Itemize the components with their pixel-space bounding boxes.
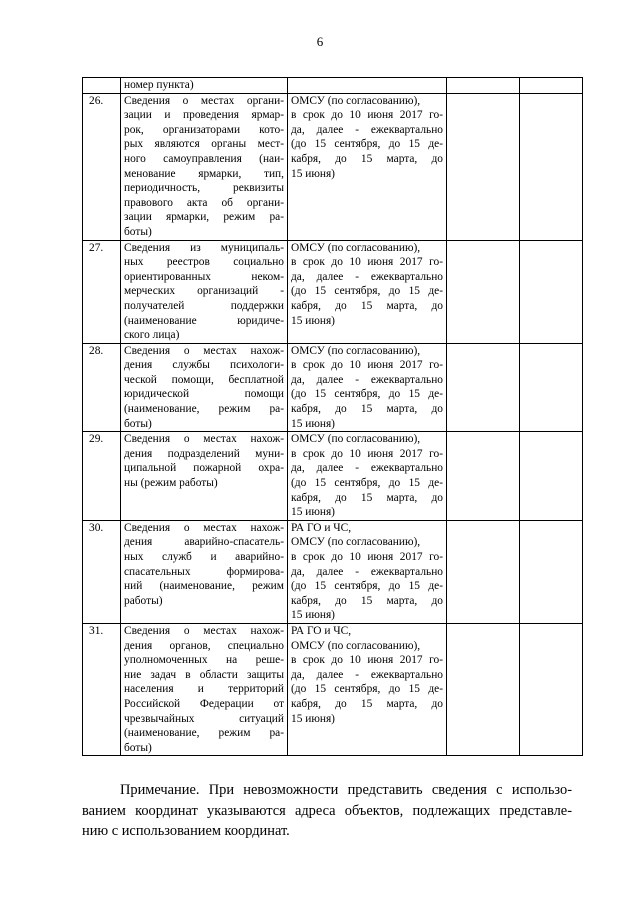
- row-number-cell: 27.: [83, 240, 121, 343]
- description-cell: [121, 93, 288, 240]
- responsible-line: в срок до 10 июня 2017 го-: [291, 551, 443, 563]
- footnote-paragraph: [82, 780, 572, 842]
- responsible-line: (до 15 сентября, до 15 де-: [291, 285, 443, 298]
- description-line: ны (режим работы): [124, 477, 218, 490]
- responsible-line: ОМСУ (по согласованию),: [291, 344, 421, 357]
- footnote-line: нию с использованием координат.: [82, 823, 290, 839]
- description-line: дения органов, специально: [124, 639, 284, 652]
- description-line: Российской Федерации от: [124, 697, 284, 710]
- description-line: юридической помощи: [124, 388, 284, 401]
- description-cell: [121, 343, 288, 432]
- description-line: ческой помощи, бесплатной: [124, 373, 284, 386]
- responsible-cell: [288, 93, 447, 240]
- description-line: менование ярмарки, тип,: [124, 167, 284, 180]
- description-line: периодичность, реквизиты: [124, 182, 284, 195]
- description-line: рок, организаторами кото-: [124, 123, 284, 136]
- description-line: ного самоуправления (наи-: [124, 152, 284, 165]
- responsible-cell: [288, 78, 447, 94]
- empty-cell: [520, 343, 583, 432]
- row-number-cell: 29.: [83, 432, 121, 521]
- responsible-line: (до 15 сентября, до 15 де-: [291, 683, 443, 696]
- responsible-line: ОМСУ (по согласованию),: [291, 536, 421, 549]
- responsible-line: РА ГО и ЧС,: [291, 624, 352, 637]
- row-number-cell: [83, 78, 121, 94]
- description-line: Сведения из муниципаль-: [124, 241, 284, 254]
- description-line: рых являются органы мест-: [124, 138, 284, 151]
- empty-cell: [447, 343, 520, 432]
- description-line: Сведения о местах органи-: [124, 94, 284, 107]
- description-line: чрезвычайных ситуаций: [124, 712, 284, 725]
- description-line: ние задач в области защиты: [124, 668, 284, 681]
- responsible-line: кабря, до 15 марта, до: [291, 299, 443, 312]
- description-line: (наименование, режим ра-: [124, 403, 284, 416]
- responsible-line: (до 15 сентября, до 15 де-: [291, 580, 443, 593]
- description-line: спасательных формирова-: [124, 565, 284, 578]
- description-line: уполномоченных на реше-: [124, 654, 284, 667]
- responsible-line: в срок до 10 июня 2017 го-: [291, 447, 443, 460]
- responsible-line: да, далее - ежеквартально: [291, 373, 443, 386]
- description-line: номер пункта): [124, 79, 194, 91]
- responsible-line: кабря, до 15 марта, до: [291, 152, 443, 165]
- description-line: ципальной пожарной охра-: [124, 462, 284, 475]
- description-line: дения подразделений муни-: [124, 447, 284, 460]
- row-number-cell: 28.: [83, 343, 121, 432]
- description-cell: [121, 240, 288, 343]
- row-number-cell: 30.: [83, 520, 121, 623]
- description-cell: [121, 520, 288, 623]
- description-line: дения аварийно-спасатель-: [124, 536, 284, 549]
- responsible-line: ОМСУ (по согласованию),: [291, 433, 421, 446]
- description-line: получателей поддержки: [124, 299, 284, 312]
- empty-cell: [447, 623, 520, 755]
- description-line: ского лица): [124, 329, 180, 342]
- empty-cell: [520, 520, 583, 623]
- description-line: правового акта об органи-: [124, 196, 284, 209]
- description-line: боты): [124, 225, 152, 238]
- responsible-cell: [288, 623, 447, 755]
- description-line: зации ярмарки, режим ра-: [124, 211, 284, 224]
- description-line: Сведения о местах нахож-: [124, 344, 284, 357]
- empty-cell: [520, 623, 583, 755]
- responsible-line: да, далее - ежеквартально: [291, 123, 443, 136]
- responsible-line: ОМСУ (по согласованию),: [291, 94, 421, 107]
- empty-cell: [447, 78, 520, 94]
- responsible-cell: [288, 240, 447, 343]
- empty-cell: [447, 432, 520, 521]
- description-cell: [121, 432, 288, 521]
- empty-cell: [520, 78, 583, 94]
- responsible-line: да, далее - ежеквартально: [291, 668, 443, 681]
- footnote-line: ванием координат указываются адреса объектов, подлежащих представле-: [82, 802, 572, 819]
- empty-cell: [447, 520, 520, 623]
- empty-cell: [520, 432, 583, 521]
- description-line: ориентированных неком-: [124, 270, 284, 283]
- responsible-line: да, далее - ежеквартально: [291, 270, 443, 283]
- description-line: мерческих организаций -: [124, 285, 284, 298]
- description-line: зации и проведения ярмар-: [124, 109, 284, 122]
- description-line: ний (наименование, режим: [124, 580, 284, 593]
- description-line: (наименование юридиче-: [124, 314, 284, 327]
- description-line: Сведения о местах нахож-: [124, 433, 284, 446]
- empty-cell: [520, 93, 583, 240]
- table-row: [83, 432, 583, 521]
- description-line: ных реестров социально: [124, 256, 284, 269]
- description-line: дения службы психологи-: [124, 359, 284, 372]
- responsible-line: 15 июня): [291, 506, 335, 519]
- description-line: работы): [124, 594, 163, 607]
- description-cell: [121, 78, 288, 94]
- responsible-line: 15 июня): [291, 712, 335, 725]
- table-row: [83, 520, 583, 623]
- responsible-line: 15 июня): [291, 167, 335, 180]
- responsible-cell: [288, 343, 447, 432]
- empty-cell: [520, 240, 583, 343]
- responsible-line: в срок до 10 июня 2017 го-: [291, 256, 443, 269]
- responsible-line: кабря, до 15 марта, до: [291, 491, 443, 504]
- empty-cell: [447, 240, 520, 343]
- description-line: Сведения о местах нахож-: [124, 521, 284, 534]
- responsible-line: 15 июня): [291, 314, 335, 327]
- table-row: [83, 623, 583, 755]
- empty-cell: [447, 93, 520, 240]
- responsible-line: (до 15 сентября, до 15 де-: [291, 138, 443, 151]
- row-number-cell: 26.: [83, 93, 121, 240]
- responsible-line: кабря, до 15 марта, до: [291, 594, 443, 607]
- responsible-line: в срок до 10 июня 2017 го-: [291, 359, 443, 372]
- responsible-line: 15 июня): [291, 417, 335, 430]
- description-cell: [121, 623, 288, 755]
- information-table: [82, 77, 583, 756]
- responsible-line: ОМСУ (по согласованию),: [291, 241, 421, 254]
- responsible-line: в срок до 10 июня 2017 го-: [291, 654, 443, 667]
- responsible-cell: [288, 432, 447, 521]
- description-line: боты): [124, 417, 152, 430]
- description-line: боты): [124, 741, 152, 754]
- responsible-line: 15 июня): [291, 609, 335, 622]
- row-number-cell: 31.: [83, 623, 121, 755]
- responsible-cell: [288, 520, 447, 623]
- responsible-line: да, далее - ежеквартально: [291, 462, 443, 475]
- table-row: [83, 343, 583, 432]
- responsible-line: РА ГО и ЧС,: [291, 521, 352, 534]
- table-row: [83, 93, 583, 240]
- description-line: (наименование, режим ра-: [124, 727, 284, 740]
- responsible-line: (до 15 сентября, до 15 де-: [291, 388, 443, 401]
- responsible-line: (до 15 сентября, до 15 де-: [291, 477, 443, 490]
- description-line: населения и территорий: [124, 683, 284, 696]
- table-row-continuation: [83, 78, 583, 94]
- responsible-line: да, далее - ежеквартально: [291, 565, 443, 578]
- responsible-line: ОМСУ (по согласованию),: [291, 639, 421, 652]
- responsible-line: кабря, до 15 марта, до: [291, 403, 443, 416]
- page-number: 6: [316, 34, 324, 49]
- footnote-line: Примечание. При невозможности представить сведения с использо-: [120, 782, 572, 798]
- description-line: ных служб и аварийно-: [124, 551, 284, 563]
- responsible-line: в срок до 10 июня 2017 го-: [291, 109, 443, 122]
- table-row: [83, 240, 583, 343]
- responsible-line: кабря, до 15 марта, до: [291, 697, 443, 710]
- description-line: Сведения о местах нахож-: [124, 624, 284, 637]
